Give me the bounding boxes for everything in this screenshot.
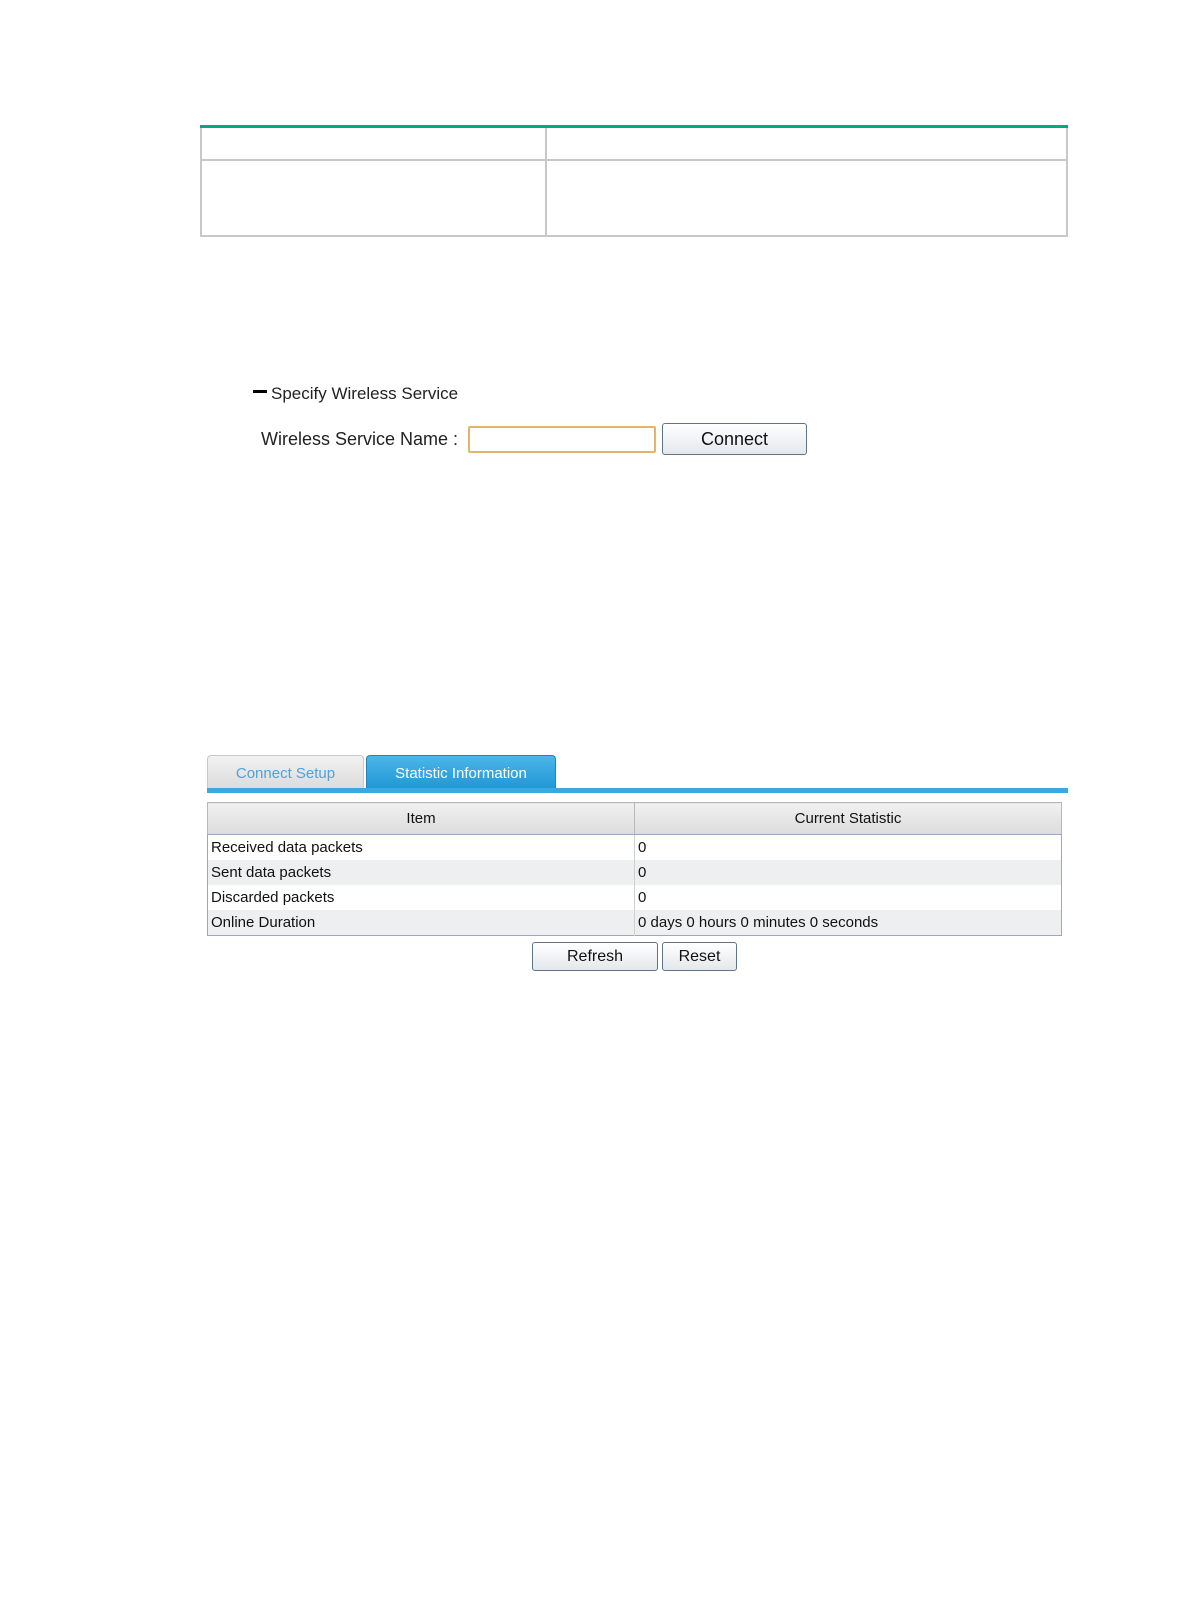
row-item: Received data packets: [208, 835, 635, 861]
wireless-service-name-input[interactable]: [468, 426, 656, 453]
refresh-button[interactable]: Refresh: [532, 942, 658, 971]
tab-statistic-information[interactable]: Statistic Information: [366, 755, 556, 791]
tab-connect-setup[interactable]: Connect Setup: [207, 755, 364, 791]
doc-table-row: [201, 160, 1067, 236]
row-value: 0 days 0 hours 0 minutes 0 seconds: [635, 910, 1062, 936]
row-value: 0: [635, 860, 1062, 885]
specify-wireless-service-panel: [253, 383, 853, 449]
panel-header[interactable]: [253, 383, 853, 405]
table-row: [208, 835, 1062, 861]
statistic-table: [207, 802, 1062, 936]
table-row: [208, 885, 1062, 910]
row-value: 0: [638, 889, 647, 906]
doc-table: [200, 125, 1068, 237]
wireless-service-name-label: Wireless Service Name :: [261, 428, 459, 449]
collapse-icon[interactable]: [253, 390, 267, 393]
row-item: Online Duration: [208, 910, 635, 936]
tab-bar: [207, 755, 1068, 793]
doc-table-cell: [201, 127, 546, 161]
connect-button[interactable]: Connect: [662, 423, 807, 455]
doc-table-cell: [546, 127, 1067, 161]
table-row: [208, 860, 1062, 885]
doc-table-header-row: [201, 127, 1067, 161]
doc-table-cell: [201, 160, 546, 236]
table-row: [208, 910, 1062, 936]
panel-title: Specify Wireless Service: [271, 384, 459, 403]
column-header-item: Item: [208, 803, 635, 835]
row-item: Discarded packets: [208, 885, 635, 910]
reset-button[interactable]: Reset: [662, 942, 737, 971]
wireless-service-row: [261, 423, 807, 455]
doc-table-cell: [546, 160, 1067, 236]
row-value: 0: [638, 839, 647, 856]
tab-underline: [207, 788, 1068, 793]
table-header-row: [208, 803, 1062, 835]
row-item: Sent data packets: [208, 860, 635, 885]
action-bar: [532, 942, 737, 971]
column-header-current-statistic: Current Statistic: [635, 803, 1062, 835]
